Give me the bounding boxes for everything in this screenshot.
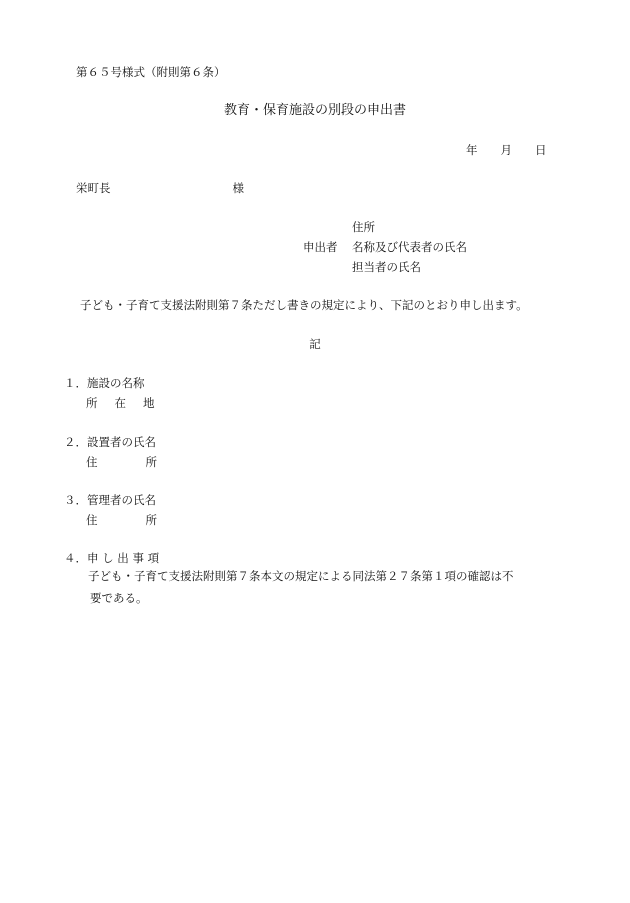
document-title: 教育・保育施設の別段の申出書 — [223, 103, 406, 118]
recipient-name: 栄町長 — [76, 181, 111, 195]
intro-statement: 子ども・子育て支援法附則第７条ただし書きの規定により、下記のとおり申し出ます。 — [80, 298, 528, 312]
form-number: 第６５号様式（附則第６条） — [76, 65, 226, 79]
request-body-line1: 子ども・子育て支援法附則第７条本文の規定による同法第２７条第１項の確認は不 — [88, 569, 514, 583]
item-founder-name: ２．設置者の氏名 — [64, 435, 156, 449]
month-label: 月 — [500, 143, 512, 157]
manager-address-label: 住 所 — [86, 513, 157, 527]
item-facility-name: １．施設の名称 — [64, 376, 145, 390]
day-label: 日 — [535, 143, 547, 157]
ki-heading: 記 — [309, 337, 321, 351]
year-label: 年 — [466, 143, 478, 157]
applicant-contact-label: 担当者の氏名 — [352, 260, 421, 274]
recipient — [76, 183, 244, 195]
request-body-line2: 要である。 — [90, 591, 148, 605]
applicant-label: 申出者 — [303, 240, 338, 254]
founder-address-label: 住 所 — [86, 455, 157, 469]
facility-location-label: 所 在 地 — [86, 396, 155, 410]
applicant-address-label: 住所 — [352, 220, 375, 234]
applicant-name-label: 名称及び代表者の氏名 — [352, 240, 467, 254]
item-request: ４．申 し 出 事 項 — [64, 551, 160, 565]
recipient-suffix: 様 — [232, 181, 244, 195]
item-manager-name: ３．管理者の氏名 — [64, 493, 156, 507]
date-fields — [466, 145, 547, 157]
